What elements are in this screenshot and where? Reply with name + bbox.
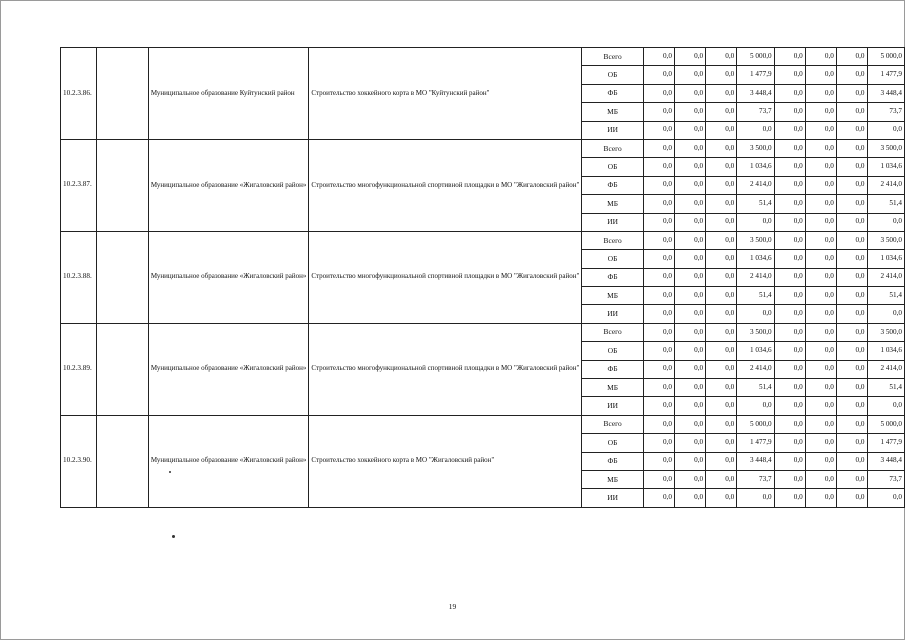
amount-cell: 0,0: [774, 323, 805, 341]
funding-source-label: ИИ: [582, 305, 643, 323]
amount-cell: 0,0: [836, 213, 867, 231]
amount-cell: 0,0: [836, 176, 867, 194]
amount-cell: 0,0: [774, 305, 805, 323]
amount-cell: 0,0: [774, 452, 805, 470]
amount-cell: 0,0: [805, 48, 836, 66]
amount-cell: 3 500,0: [737, 231, 774, 249]
amount-cell: 3 500,0: [867, 231, 904, 249]
item-code: 10.2.3.86.: [61, 48, 97, 140]
amount-cell: 0,0: [674, 103, 705, 121]
amount-cell: 3 500,0: [867, 139, 904, 157]
amount-cell: 0,0: [674, 287, 705, 305]
item-code: 10.2.3.90.: [61, 415, 97, 507]
funding-source-label: ФБ: [582, 452, 643, 470]
amount-cell: 1 034,6: [867, 342, 904, 360]
amount-cell: 0,0: [836, 305, 867, 323]
amount-cell: 0,0: [774, 158, 805, 176]
amount-cell: 0,0: [643, 434, 674, 452]
amount-cell: 1 477,9: [867, 434, 904, 452]
empty-cell: [96, 415, 148, 507]
amount-cell: 0,0: [706, 470, 737, 488]
amount-cell: 0,0: [706, 139, 737, 157]
funding-source-label: ИИ: [582, 397, 643, 415]
funding-source-label: ФБ: [582, 268, 643, 286]
municipality-cell: Муниципальное образование «Жигаловский район»: [148, 139, 309, 231]
table-row: [61, 415, 905, 433]
amount-cell: 0,0: [774, 231, 805, 249]
table-row: [61, 231, 905, 249]
amount-cell: 0,0: [674, 84, 705, 102]
budget-table: [60, 47, 905, 508]
amount-cell: 73,7: [867, 470, 904, 488]
funding-source-label: ФБ: [582, 360, 643, 378]
amount-cell: 0,0: [737, 397, 774, 415]
amount-cell: 0,0: [805, 287, 836, 305]
amount-cell: 1 034,6: [737, 250, 774, 268]
amount-cell: 3 448,4: [867, 452, 904, 470]
funding-source-label: Всего: [582, 323, 643, 341]
amount-cell: 0,0: [805, 213, 836, 231]
amount-cell: 0,0: [643, 48, 674, 66]
amount-cell: 0,0: [774, 489, 805, 507]
funding-source-label: ФБ: [582, 176, 643, 194]
amount-cell: 0,0: [836, 379, 867, 397]
page-number: 19: [448, 602, 457, 611]
funding-source-label: ОБ: [582, 158, 643, 176]
amount-cell: 0,0: [706, 84, 737, 102]
amount-cell: 0,0: [706, 379, 737, 397]
amount-cell: 5 000,0: [867, 415, 904, 433]
funding-source-label: МБ: [582, 103, 643, 121]
amount-cell: 0,0: [706, 103, 737, 121]
amount-cell: 0,0: [774, 66, 805, 84]
amount-cell: 0,0: [867, 397, 904, 415]
amount-cell: 0,0: [836, 231, 867, 249]
amount-cell: 0,0: [706, 231, 737, 249]
amount-cell: 0,0: [706, 66, 737, 84]
empty-cell: [96, 139, 148, 231]
amount-cell: 0,0: [805, 139, 836, 157]
amount-cell: 0,0: [805, 231, 836, 249]
amount-cell: 0,0: [774, 470, 805, 488]
funding-source-label: ОБ: [582, 66, 643, 84]
amount-cell: 0,0: [737, 213, 774, 231]
empty-cell: [96, 231, 148, 323]
project-cell: Строительство хоккейного корта в МО "Куйтунский район": [309, 48, 582, 140]
funding-source-label: ОБ: [582, 250, 643, 268]
amount-cell: 0,0: [774, 84, 805, 102]
amount-cell: 0,0: [805, 84, 836, 102]
amount-cell: 0,0: [805, 415, 836, 433]
amount-cell: 1 477,9: [867, 66, 904, 84]
amount-cell: 0,0: [643, 452, 674, 470]
amount-cell: 0,0: [674, 379, 705, 397]
amount-cell: 0,0: [805, 470, 836, 488]
amount-cell: 0,0: [674, 305, 705, 323]
amount-cell: 0,0: [774, 415, 805, 433]
amount-cell: 0,0: [774, 268, 805, 286]
amount-cell: 0,0: [706, 415, 737, 433]
amount-cell: 0,0: [643, 213, 674, 231]
amount-cell: 0,0: [674, 397, 705, 415]
amount-cell: 3 448,4: [737, 84, 774, 102]
amount-cell: 0,0: [805, 434, 836, 452]
amount-cell: 1 034,6: [867, 250, 904, 268]
amount-cell: 0,0: [774, 379, 805, 397]
table-row: [61, 323, 905, 341]
amount-cell: 3 500,0: [867, 323, 904, 341]
amount-cell: 0,0: [674, 323, 705, 341]
amount-cell: 0,0: [643, 66, 674, 84]
amount-cell: 0,0: [805, 158, 836, 176]
amount-cell: 51,4: [737, 287, 774, 305]
amount-cell: 0,0: [774, 213, 805, 231]
amount-cell: 0,0: [805, 121, 836, 139]
item-code: 10.2.3.88.: [61, 231, 97, 323]
amount-cell: 0,0: [706, 305, 737, 323]
amount-cell: 0,0: [674, 415, 705, 433]
amount-cell: 0,0: [706, 397, 737, 415]
amount-cell: 2 414,0: [867, 268, 904, 286]
amount-cell: 0,0: [836, 470, 867, 488]
amount-cell: 0,0: [643, 268, 674, 286]
amount-cell: 0,0: [674, 489, 705, 507]
amount-cell: 0,0: [737, 121, 774, 139]
amount-cell: 0,0: [674, 158, 705, 176]
amount-cell: 0,0: [836, 66, 867, 84]
funding-source-label: ОБ: [582, 434, 643, 452]
item-code: 10.2.3.89.: [61, 323, 97, 415]
table-body: [61, 48, 905, 508]
amount-cell: 0,0: [706, 287, 737, 305]
amount-cell: 0,0: [836, 452, 867, 470]
amount-cell: 0,0: [836, 268, 867, 286]
amount-cell: 0,0: [643, 305, 674, 323]
amount-cell: 0,0: [706, 342, 737, 360]
funding-source-label: ИИ: [582, 489, 643, 507]
amount-cell: 0,0: [643, 250, 674, 268]
amount-cell: 0,0: [836, 195, 867, 213]
amount-cell: 0,0: [706, 176, 737, 194]
amount-cell: 0,0: [706, 489, 737, 507]
funding-source-label: МБ: [582, 287, 643, 305]
amount-cell: 0,0: [774, 139, 805, 157]
amount-cell: 0,0: [805, 66, 836, 84]
funding-source-label: МБ: [582, 470, 643, 488]
amount-cell: 0,0: [774, 121, 805, 139]
amount-cell: 0,0: [836, 434, 867, 452]
amount-cell: 2 414,0: [867, 176, 904, 194]
amount-cell: 0,0: [674, 452, 705, 470]
empty-cell: [96, 323, 148, 415]
empty-cell: [96, 48, 148, 140]
amount-cell: 0,0: [774, 48, 805, 66]
amount-cell: 0,0: [774, 360, 805, 378]
amount-cell: 0,0: [867, 121, 904, 139]
amount-cell: 0,0: [643, 470, 674, 488]
amount-cell: 0,0: [706, 213, 737, 231]
amount-cell: 51,4: [867, 287, 904, 305]
amount-cell: 2 414,0: [737, 176, 774, 194]
amount-cell: 0,0: [643, 323, 674, 341]
project-cell: Строительство многофункциональной спортивной площадки в МО "Жигаловский район": [309, 231, 582, 323]
amount-cell: 0,0: [774, 342, 805, 360]
amount-cell: 0,0: [836, 139, 867, 157]
amount-cell: 0,0: [836, 415, 867, 433]
project-cell: Строительство многофункциональной спортивной площадки в МО "Жигаловский район": [309, 323, 582, 415]
amount-cell: 0,0: [674, 470, 705, 488]
amount-cell: 0,0: [643, 360, 674, 378]
funding-source-label: Всего: [582, 139, 643, 157]
funding-source-label: Всего: [582, 415, 643, 433]
amount-cell: 0,0: [867, 305, 904, 323]
amount-cell: 0,0: [706, 452, 737, 470]
amount-cell: 0,0: [643, 415, 674, 433]
amount-cell: 0,0: [774, 397, 805, 415]
amount-cell: 5 000,0: [867, 48, 904, 66]
amount-cell: 0,0: [774, 103, 805, 121]
amount-cell: 1 034,6: [867, 158, 904, 176]
amount-cell: 0,0: [674, 48, 705, 66]
amount-cell: 0,0: [674, 176, 705, 194]
amount-cell: 1 477,9: [737, 434, 774, 452]
amount-cell: 0,0: [674, 213, 705, 231]
amount-cell: 0,0: [706, 360, 737, 378]
scan-speck: [169, 471, 171, 473]
amount-cell: 0,0: [805, 268, 836, 286]
amount-cell: 0,0: [805, 379, 836, 397]
funding-source-label: ОБ: [582, 342, 643, 360]
amount-cell: 0,0: [836, 121, 867, 139]
amount-cell: 0,0: [674, 195, 705, 213]
funding-source-label: МБ: [582, 195, 643, 213]
funding-source-label: Всего: [582, 48, 643, 66]
amount-cell: 0,0: [706, 48, 737, 66]
amount-cell: 0,0: [836, 48, 867, 66]
municipality-cell: Муниципальное образование «Жигаловский район»: [148, 231, 309, 323]
amount-cell: 0,0: [643, 342, 674, 360]
amount-cell: 0,0: [867, 489, 904, 507]
amount-cell: 0,0: [805, 250, 836, 268]
item-code: 10.2.3.87.: [61, 139, 97, 231]
amount-cell: 0,0: [774, 176, 805, 194]
project-cell: Строительство многофункциональной спортивной площадки в МО "Жигаловский район": [309, 139, 582, 231]
amount-cell: 0,0: [643, 158, 674, 176]
amount-cell: 0,0: [706, 323, 737, 341]
table-row: [61, 139, 905, 157]
funding-source-label: ИИ: [582, 121, 643, 139]
amount-cell: 3 448,4: [867, 84, 904, 102]
amount-cell: 2 414,0: [737, 268, 774, 286]
amount-cell: 0,0: [737, 305, 774, 323]
amount-cell: 3 448,4: [737, 452, 774, 470]
funding-source-label: МБ: [582, 379, 643, 397]
amount-cell: 0,0: [805, 323, 836, 341]
amount-cell: 0,0: [836, 287, 867, 305]
amount-cell: 0,0: [805, 360, 836, 378]
amount-cell: 0,0: [674, 360, 705, 378]
amount-cell: 0,0: [805, 489, 836, 507]
amount-cell: 0,0: [836, 158, 867, 176]
project-cell: Строительство хоккейного корта в МО "Жигаловский район": [309, 415, 582, 507]
amount-cell: 0,0: [643, 397, 674, 415]
amount-cell: 0,0: [643, 489, 674, 507]
amount-cell: 0,0: [643, 379, 674, 397]
amount-cell: 0,0: [706, 268, 737, 286]
amount-cell: 0,0: [805, 452, 836, 470]
municipality-cell: Муниципальное образование «Жигаловский район»: [148, 323, 309, 415]
amount-cell: 0,0: [643, 84, 674, 102]
amount-cell: 0,0: [706, 195, 737, 213]
amount-cell: 0,0: [674, 250, 705, 268]
municipality-cell: Муниципальное образование «Жигаловский район»: [148, 415, 309, 507]
amount-cell: 0,0: [674, 268, 705, 286]
amount-cell: 0,0: [867, 213, 904, 231]
amount-cell: 0,0: [836, 323, 867, 341]
amount-cell: 73,7: [867, 103, 904, 121]
municipality-cell: Муниципальное образование Куйтунский район: [148, 48, 309, 140]
amount-cell: 51,4: [737, 195, 774, 213]
amount-cell: 0,0: [805, 176, 836, 194]
amount-cell: 51,4: [867, 195, 904, 213]
amount-cell: 5 000,0: [737, 48, 774, 66]
table-row: [61, 48, 905, 66]
amount-cell: 0,0: [836, 397, 867, 415]
amount-cell: 0,0: [643, 231, 674, 249]
amount-cell: 0,0: [674, 342, 705, 360]
amount-cell: 0,0: [836, 103, 867, 121]
amount-cell: 0,0: [643, 195, 674, 213]
amount-cell: 0,0: [643, 103, 674, 121]
amount-cell: 3 500,0: [737, 323, 774, 341]
amount-cell: 0,0: [836, 84, 867, 102]
amount-cell: 1 034,6: [737, 342, 774, 360]
amount-cell: 0,0: [836, 489, 867, 507]
amount-cell: 0,0: [774, 434, 805, 452]
amount-cell: 0,0: [643, 121, 674, 139]
funding-source-label: Всего: [582, 231, 643, 249]
amount-cell: 2 414,0: [737, 360, 774, 378]
amount-cell: 0,0: [836, 342, 867, 360]
amount-cell: 0,0: [774, 195, 805, 213]
amount-cell: 0,0: [674, 231, 705, 249]
amount-cell: 0,0: [836, 250, 867, 268]
amount-cell: 51,4: [867, 379, 904, 397]
amount-cell: 0,0: [706, 121, 737, 139]
amount-cell: 0,0: [737, 489, 774, 507]
scan-speck: [172, 535, 175, 538]
amount-cell: 0,0: [805, 103, 836, 121]
amount-cell: 1 034,6: [737, 158, 774, 176]
amount-cell: 0,0: [805, 342, 836, 360]
funding-source-label: ИИ: [582, 213, 643, 231]
amount-cell: 0,0: [674, 66, 705, 84]
amount-cell: 5 000,0: [737, 415, 774, 433]
amount-cell: 73,7: [737, 103, 774, 121]
amount-cell: 73,7: [737, 470, 774, 488]
amount-cell: 1 477,9: [737, 66, 774, 84]
amount-cell: 0,0: [643, 176, 674, 194]
amount-cell: 0,0: [674, 434, 705, 452]
amount-cell: 0,0: [643, 287, 674, 305]
amount-cell: 0,0: [774, 287, 805, 305]
amount-cell: 0,0: [805, 195, 836, 213]
amount-cell: 0,0: [674, 139, 705, 157]
amount-cell: 0,0: [706, 158, 737, 176]
amount-cell: 0,0: [706, 434, 737, 452]
amount-cell: 2 414,0: [867, 360, 904, 378]
amount-cell: 51,4: [737, 379, 774, 397]
amount-cell: 0,0: [774, 250, 805, 268]
amount-cell: 0,0: [805, 305, 836, 323]
amount-cell: 0,0: [674, 121, 705, 139]
amount-cell: 0,0: [805, 397, 836, 415]
amount-cell: 0,0: [836, 360, 867, 378]
amount-cell: 3 500,0: [737, 139, 774, 157]
amount-cell: 0,0: [706, 250, 737, 268]
amount-cell: 0,0: [643, 139, 674, 157]
funding-source-label: ФБ: [582, 84, 643, 102]
